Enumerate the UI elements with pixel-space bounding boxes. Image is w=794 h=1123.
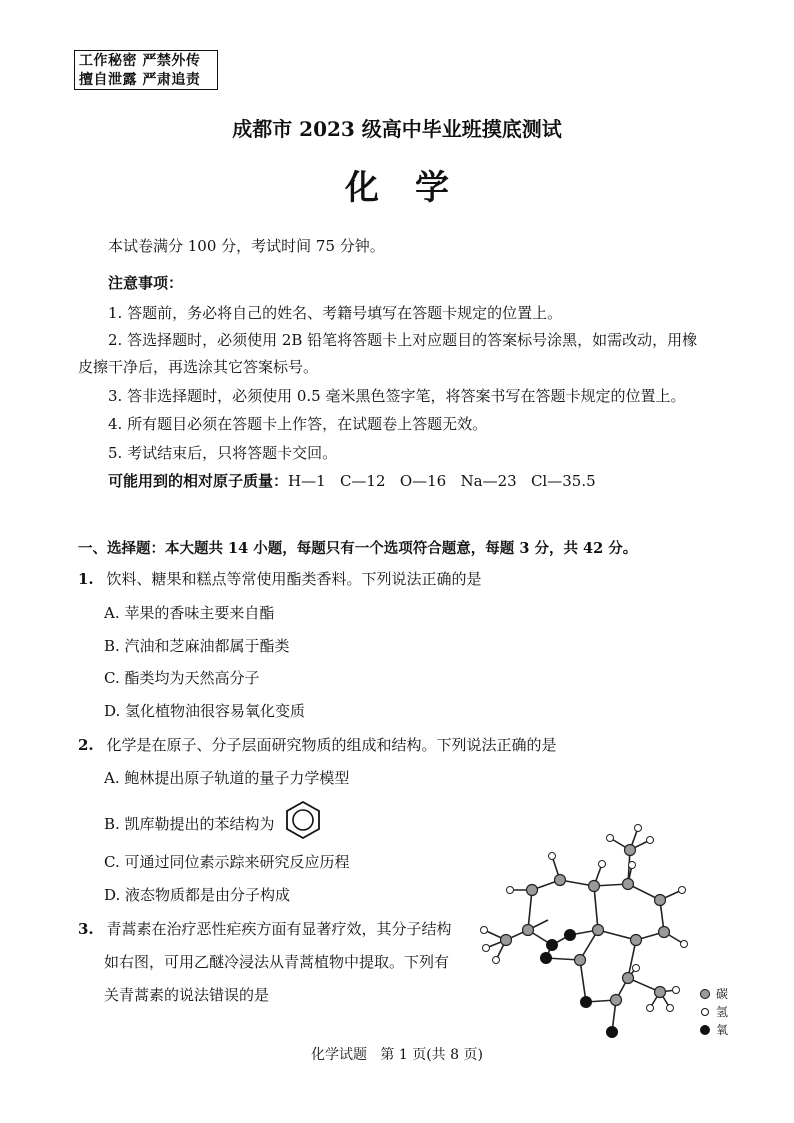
- molecule-legend: [700, 985, 728, 1039]
- option: B. 汽油和芝麻油都属于酯类: [104, 637, 290, 655]
- atomic-mass-values: H—1 C—12 O—16 Na—23 Cl—35.5: [288, 472, 596, 490]
- question-stem: 青蒿素在治疗恶性疟疾方面有显著疗效，其分子结构: [106, 920, 452, 938]
- note-item: 皮擦干净后，再选涂其它答案标号。: [78, 358, 319, 376]
- atomic-mass-line: [108, 470, 596, 491]
- legend-oxygen: [700, 1021, 728, 1039]
- atomic-mass-label: 可能用到的相对原子质量：: [108, 472, 289, 490]
- note-item: 3. 答非选择题时，必须使用 0.5 毫米黑色签字笔，将答案书写在答题卡规定的位置上。: [108, 387, 686, 405]
- question-number: 3.: [78, 920, 94, 938]
- carbon-dot-icon: [700, 989, 710, 999]
- question-number: 2.: [78, 736, 94, 754]
- note-item: 4. 所有题目必须在答题卡上作答，在试题卷上答题无效。: [108, 415, 488, 433]
- question-3: [78, 918, 451, 939]
- stamp-line-1: 工作秘密 严禁外传: [79, 53, 201, 69]
- legend-label: 氢: [716, 1005, 729, 1019]
- question-stem: 关青蒿素的说法错误的是: [104, 986, 270, 1004]
- question-2: [78, 734, 556, 755]
- subject-title: 化学: [345, 168, 485, 208]
- benzene-structure-icon: [283, 800, 323, 840]
- artemisinin-molecule-figure: [470, 820, 700, 1040]
- note-item: 1. 答题前，务必将自己的姓名、考籍号填写在答题卡规定的位置上。: [108, 304, 563, 322]
- question-stem: 化学是在原子、分子层面研究物质的组成和结构。下列说法正确的是: [106, 736, 557, 754]
- question-1: [78, 568, 481, 589]
- option: A. 鲍林提出原子轨道的量子力学模型: [104, 769, 350, 787]
- question-stem: 饮料、糖果和糕点等常使用酯类香料。下列说法正确的是: [106, 570, 482, 588]
- section-heading: 一、选择题：本大题共 14 小题，每题只有一个选项符合题意，每题 3 分，共 42 分。: [78, 540, 638, 557]
- legend-carbon: [700, 985, 728, 1003]
- question-number: 1.: [78, 570, 94, 588]
- notes-heading: 注意事项：: [108, 274, 184, 292]
- option: D. 液态物质都是由分子构成: [104, 886, 291, 904]
- page-footer: 化学试题 第 1 页(共 8 页): [311, 1047, 483, 1063]
- exam-title: 成都市 2023 级高中毕业班摸底测试: [232, 117, 562, 141]
- legend-hydrogen: [700, 1003, 728, 1021]
- option: B. 凯库勒提出的苯结构为: [104, 815, 275, 833]
- option: A. 苹果的香味主要来自酯: [104, 604, 275, 622]
- stamp-line-2: 擅自泄露 严肃追责: [79, 72, 201, 88]
- note-item: 2. 答选择题时，必须使用 2B 铅笔将答题卡上对应题目的答案标号涂黑，如需改动，用橡: [108, 331, 698, 349]
- oxygen-dot-icon: [700, 1025, 710, 1035]
- intro-text: 本试卷满分 100 分，考试时间 75 分钟。: [108, 237, 385, 255]
- option: D. 氢化植物油很容易氧化变质: [104, 702, 306, 720]
- hydrogen-dot-icon: [701, 1008, 709, 1016]
- option: C. 可通过同位素示踪来研究反应历程: [104, 853, 350, 871]
- question-stem: 如右图，可用乙醚冷浸法从青蒿植物中提取。下列有: [104, 953, 450, 971]
- note-item: 5. 考试结束后，只将答题卡交回。: [108, 444, 338, 462]
- confidential-stamp: [74, 50, 218, 90]
- legend-label: 碳: [716, 987, 729, 1001]
- option: C. 酯类均为天然高分子: [104, 669, 260, 687]
- legend-label: 氧: [716, 1023, 729, 1037]
